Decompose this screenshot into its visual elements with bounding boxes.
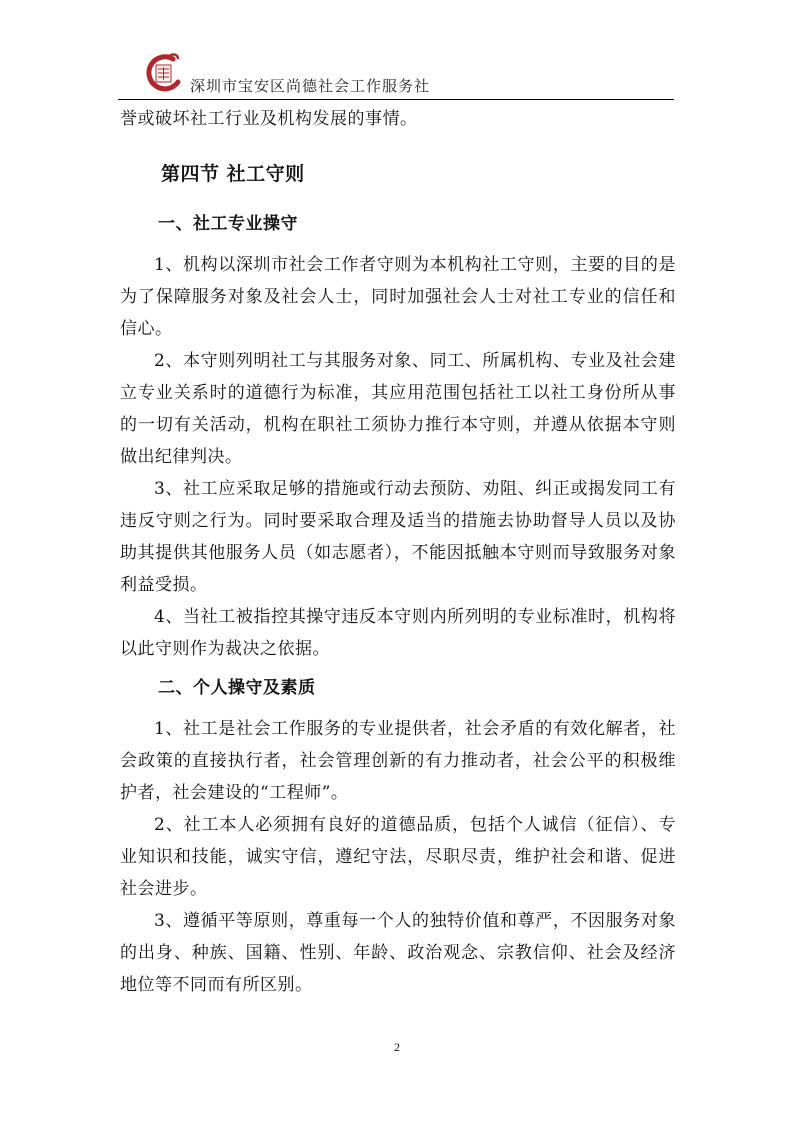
page-number: 2 — [394, 1040, 400, 1054]
clause-paragraph: 2、本守则列明社工与其服务对象、同工、所属机构、专业及社会建立专业关系时的道德行为标准，其应用范围包括社工以社工身份所从事的一切有关活动，机构在职社工须协力推行本守则，并遵从依据本守则做出纪律判决。 — [120, 351, 676, 467]
document-body — [120, 103, 676, 1001]
organization-logo — [142, 52, 182, 94]
clause-paragraph: 3、社工应采取足够的措施或行动去预防、劝阻、纠正或揭发同工有违反守则之行为。同时要采取合理及适当的措施去协助督导人员以及协助其提供其他服务人员（如志愿者），不能因抵触本守则而导致服务对象利益受损。 — [120, 479, 676, 595]
continued-paragraph: 誉或破坏社工行业及机构发展的事情。 — [120, 109, 418, 129]
clause-paragraph: 1、机构以深圳市社会工作者守则为本机构社工守则，主要的目的是为了保障服务对象及社会人士，同时加强社会人士对社工专业的信任和信心。 — [120, 255, 676, 339]
clause-paragraph: 1、社工是社会工作服务的专业提供者，社会矛盾的有效化解者，社会政策的直接执行者，社会管理创新的有力推动者，社会公平的积极维护者，社会建设的“工程师”。 — [120, 719, 676, 803]
section-title: 第四节 社工守则 — [161, 163, 305, 185]
clause-paragraph: 3、遵循平等原则，尊重每一个人的独特价值和尊严，不因服务对象的出身、种族、国籍、性别、年龄、政治观念、宗教信仰、社会及经济地位等不同而有所区别。 — [120, 911, 676, 995]
organization-name: 深圳市宝安区尚德社会工作服务社 — [190, 77, 431, 95]
subsection-heading-professional-conduct: 一、社工专业操守 — [158, 214, 298, 234]
clause-paragraph: 2、社工本人必须拥有良好的道德品质，包括个人诚信（征信）、专业知识和技能，诚实守信，遵纪守法，尽职尽责，维护社会和谐、促进社会进步。 — [120, 815, 676, 899]
header-divider — [118, 99, 674, 100]
page-header — [118, 48, 674, 100]
subsection-heading-personal-conduct: 二、个人操守及素质 — [158, 678, 316, 698]
clause-paragraph: 4、当社工被指控其操守违反本守则内所列明的专业标准时，机构将以此守则作为裁决之依据。 — [120, 607, 676, 659]
